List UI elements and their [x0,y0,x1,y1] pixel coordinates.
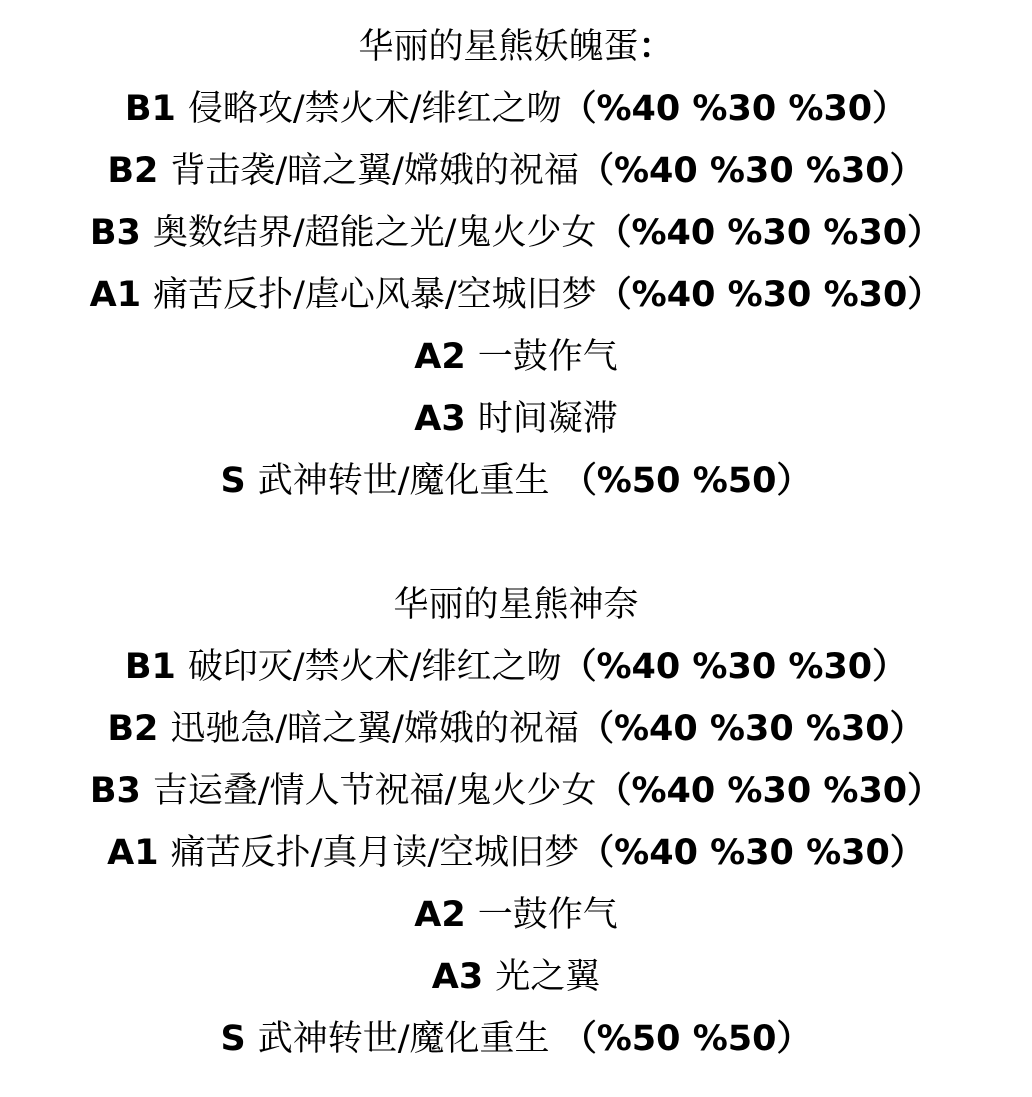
row-skills: 痛苦反扑/真月读/空城旧梦 [170,833,580,873]
section-title [0,16,1032,78]
row-skills: 光之翼 [495,957,601,997]
skill-row-s [0,450,1032,512]
row-code: B3 [89,771,141,811]
row-rates: （%40 %30 %30） [561,647,908,687]
section-title [0,574,1032,636]
row-skills: 痛苦反扑/虐心风暴/空城旧梦 [153,275,597,315]
skill-row-a3 [0,946,1032,1008]
row-rates: （%40 %30 %30） [596,771,943,811]
row-rates: （%40 %30 %30） [578,709,925,749]
row-code: B2 [107,709,159,749]
row-code: B1 [124,89,176,129]
skill-row-a2 [0,326,1032,388]
skill-row-b2 [0,140,1032,202]
row-skills: 迅驰急/暗之翼/嫦娥的祝福 [170,709,579,749]
row-rates: （%40 %30 %30） [596,275,943,315]
row-rates: （%40 %30 %30） [579,833,925,873]
row-skills: 侵略攻/禁火术/绯红之吻 [187,89,562,129]
section-title-colon: ： [638,27,674,67]
row-skills: 奥数结界/超能之光/鬼火少女 [152,213,597,253]
row-code: B3 [89,213,141,253]
skill-row-b1 [0,78,1032,140]
row-skills: 武神转世/魔化重生 [257,1019,550,1059]
skill-row-b3 [0,760,1032,822]
row-rates: （%40 %30 %30） [561,89,908,129]
skill-row-b3 [0,202,1032,264]
skill-row-b2 [0,698,1032,760]
skill-row-a3 [0,388,1032,450]
row-skills: 破印灭/禁火术/绯红之吻 [187,647,562,687]
row-skills: 吉运叠/情人节祝福/鬼火少女 [152,771,597,811]
row-code: A2 [414,895,466,935]
skill-row-a1 [0,264,1032,326]
skill-row-a1 [0,822,1032,884]
row-code: A2 [414,337,466,377]
row-code: B1 [124,647,176,687]
row-skills: 一鼓作气 [477,337,618,377]
row-skills: 时间凝滞 [477,399,618,439]
row-code: A3 [431,957,484,997]
row-code: S [220,1019,246,1059]
row-skills: 背击袭/暗之翼/嫦娥的祝福 [170,151,579,191]
section-shennai [0,574,1032,1070]
row-code: A3 [414,399,466,439]
section-title-text: 华丽的星熊神奈 [393,585,639,625]
row-skills: 武神转世/魔化重生 [257,461,550,501]
row-rates: （%50 %50） [549,461,812,501]
skill-row-s [0,1008,1032,1070]
row-rates: （%40 %30 %30） [596,213,943,253]
skill-row-b1 [0,636,1032,698]
section-yaopo-egg [0,16,1032,512]
row-code: A1 [107,833,159,873]
row-skills: 一鼓作气 [477,895,618,935]
row-rates: （%40 %30 %30） [578,151,925,191]
row-code: B2 [107,151,159,191]
section-title-text: 华丽的星熊妖魄蛋 [358,27,639,67]
row-rates: （%50 %50） [549,1019,812,1059]
skill-row-a2 [0,884,1032,946]
row-code: S [220,461,246,501]
row-code: A1 [89,275,142,315]
